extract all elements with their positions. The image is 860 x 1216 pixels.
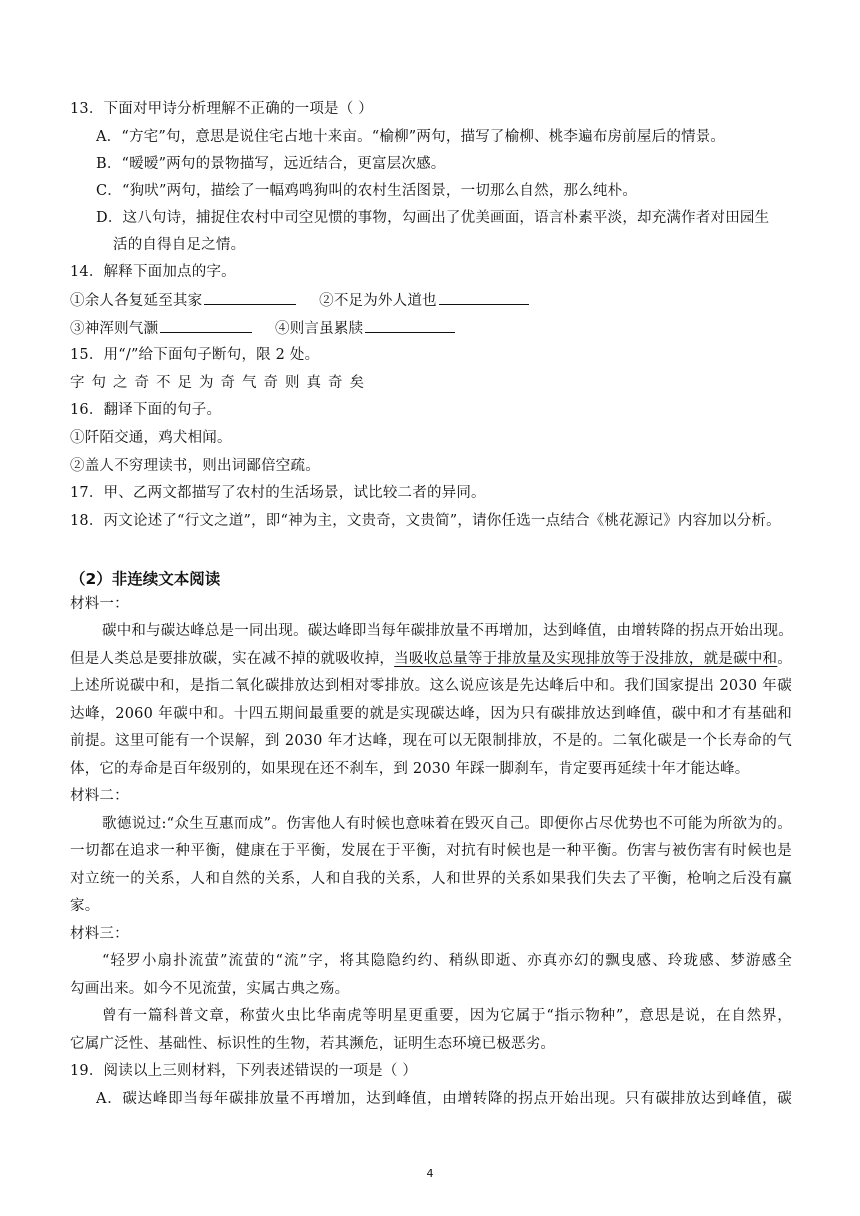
q14-blank2[interactable]	[439, 290, 529, 305]
material3-p1-line2: 勾画出来。如今不见流萤，实属古典之殇。	[70, 981, 350, 997]
material2-line2: 一切都在追求一种平衡，健康在于平衡，发展在于平衡，对抗有时候也是一种平衡。伤害与被伤害有时候也是	[70, 843, 792, 859]
material1-line1: 碳中和与碳达峰总是一同出现。碳达峰即当每年碳排放量不再增加，达到峰值，由增转降的拐点开始出现。	[102, 623, 793, 639]
q15-stem: 15．用“/”给下面句子断句，限 2 处。	[70, 347, 320, 363]
material1-underlined-sentence: 当吸收总量等于排放量及实现排放等于没排放，就是碳中和	[394, 651, 778, 667]
material1-line2	[70, 649, 792, 669]
q16-sentence1: ①阡陌交通，鸡犬相闻。	[70, 430, 232, 446]
q13-option-d-line2: 活的自得自足之情。	[113, 237, 246, 253]
q13-option-a: A．“方宅”句，意思是说住宅占地十来亩。“榆柳”两句，描写了榆柳、桃李遍布房前屋后的情景。	[96, 129, 726, 145]
q14-row1	[70, 290, 792, 311]
material1-line5: 前提。这里可能有一个误解，到 2030 年才达峰，现在可以无限制排放，不是的。二氧化碳是一个长寿命的气	[70, 733, 792, 749]
q14-item2: ②不足为外人道也	[319, 293, 437, 309]
q19-stem: 19．阅读以上三则材料，下列表述错误的一项是（ ）	[70, 1063, 418, 1079]
material1-line3: 上述所说碳中和，是指二氧化碳排放达到相对零排放。这么说应该是先达峰后中和。我们国家提出 2030 年碳	[70, 678, 792, 694]
q14-item3: ③神浑则气灏	[70, 321, 159, 337]
q14-item1: ①余人各复延至其家	[70, 293, 203, 309]
material2-line3: 对立统一的关系，人和自然的关系，人和自我的关系，人和世界的关系如果我们失去了平衡，枪响之后没有赢	[70, 871, 792, 887]
q14-blank3[interactable]	[160, 318, 252, 333]
q14-blank1[interactable]	[204, 290, 296, 305]
material3-p2-line1: 曾有一篇科普文章，称萤火虫比华南虎等明星更重要，因为它属于“指示物种”，意思是说，在自然界，	[102, 1008, 792, 1024]
q14-item4: ④则言虽累牍	[275, 321, 364, 337]
material1-line2-start: 但是人类总是要排放碳，实在减不掉的就吸收掉，	[70, 651, 395, 667]
q13-option-d-line1: D．这八句诗，捕捉住农村中司空见惯的事物，勾画出了优美画面，语言朴素平淡，却充满作者对田园生	[96, 210, 770, 226]
q14-blank4[interactable]	[365, 318, 455, 333]
q14-stem: 14．解释下面加点的字。	[70, 264, 236, 280]
material1-line4: 达峰，2060 年碳中和。十四五期间最重要的就是实现碳达峰，因为只有碳排放达到峰值，碳中和才有基础和	[70, 706, 792, 722]
q15-sentence: 字句之奇不足为奇气奇则真奇矣	[70, 375, 371, 391]
q13-option-b: B．“暧暧”两句的景物描写，远近结合，更富层次感。	[96, 156, 446, 172]
q16-sentence2: ②盖人不穷理读书，则出词鄙倍空疏。	[70, 458, 320, 474]
material3-p2-line2: 它属广泛性、基础性、标识性的生物，若其濒危，证明生态环境已极恶劣。	[70, 1036, 556, 1052]
material1-line2-end: 。	[777, 651, 792, 667]
q17-stem: 17．甲、乙两文都描写了农村的生活场景，试比较二者的异同。	[70, 485, 486, 501]
q16-stem: 16．翻译下面的句子。	[70, 402, 222, 418]
material3-p1-line1: “轻罗小扇扑流萤”流萤的“流”字，将其隐隐约约、稍纵即逝、亦真亦幻的飘曳感、玲珑感、梦游感全	[102, 953, 792, 969]
material3-label: 材料三：	[70, 926, 129, 942]
material2-line4: 家。	[70, 898, 100, 914]
material2-label: 材料二：	[70, 788, 129, 804]
material1-line6: 体，它的寿命是百年级别的，如果现在还不刹车，到 2030 年踩一脚刹车，肯定要再延续十年才能达峰。	[70, 761, 750, 777]
q13-stem: 13．下面对甲诗分析理解不正确的一项是（ ）	[70, 101, 373, 117]
q13-option-c: C．“狗吠”两句，描绘了一幅鸡鸣狗叫的农村生活图景，一切那么自然，那么纯朴。	[96, 183, 638, 199]
material1-label: 材料一：	[70, 596, 129, 612]
q18-stem: 18．丙文论述了“行文之道”，即“神为主，文贵奇，文贵简”，请你任选一点结合《桃花源记》内容加以分析。	[70, 513, 781, 529]
q19-option-a-line1: A．碳达峰即当每年碳排放量不再增加，达到峰值，由增转降的拐点开始出现。只有碳排放达到峰值，碳	[96, 1091, 792, 1107]
material2-line1: 歌德说过:“众生互惠而成”。伤害他人有时候也意味着在毁灭自己。即便你占尽优势也不可能为所欲为的。	[102, 816, 792, 832]
section-heading: （2）非连续文本阅读	[70, 570, 221, 588]
page-number: 4	[426, 1167, 434, 1180]
q14-row2	[70, 318, 792, 339]
